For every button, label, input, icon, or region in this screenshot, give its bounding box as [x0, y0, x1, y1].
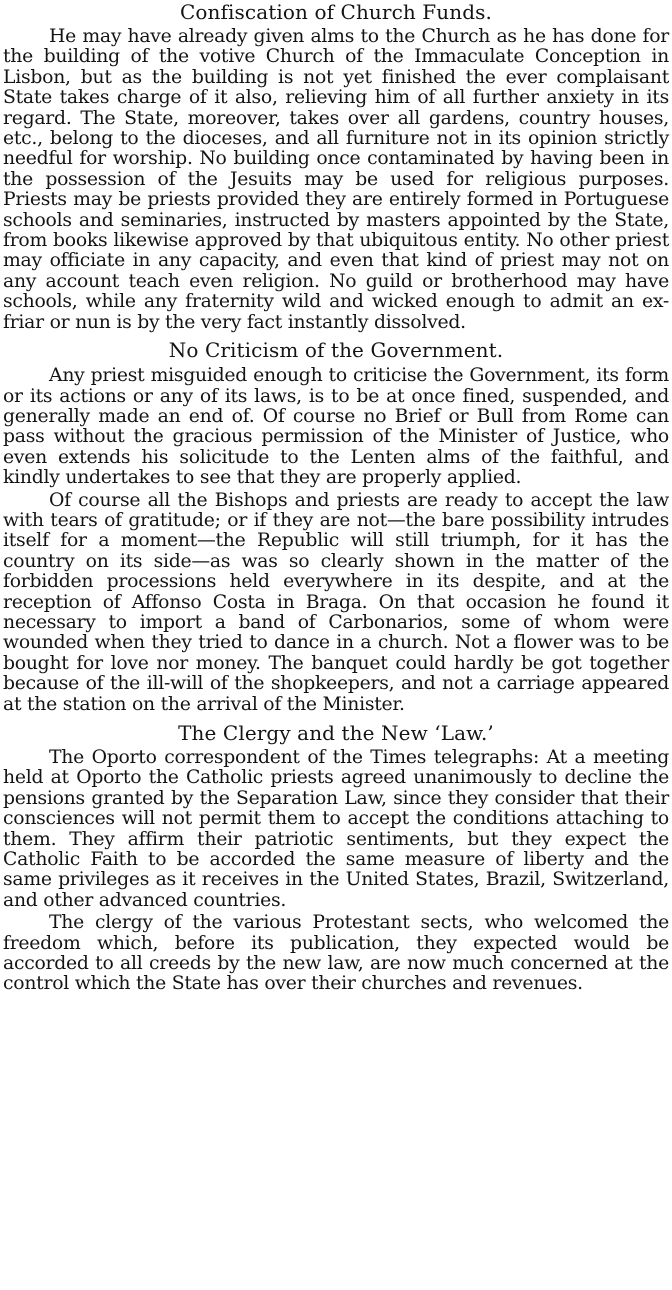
- paragraph: The clergy of the various Protestant sects, who welcomed the freedom which, before its publication, they expected would be accorded to all creeds by the new law, are now much concerned at the control which the State has over their churches and revenues.: [3, 912, 669, 995]
- section-heading: No Criticism of the Government.: [168, 338, 504, 363]
- section-confiscation: [3, 0, 669, 333]
- paragraph: He may have already given alms to the Church as he has done for the building of the votive Church of the Immaculate Conception in Lisbon, but as the building is not yet finished the ever complaisant State takes charge of it also, relieving him of all further anxiety in its regard. The State, moreover, takes over all gardens, country houses, etc., belong to the dioceses, and all furniture not in its opinion strictly needful for worship. No building once contaminated by having been in the possession of the Jesuits may be used for religious purposes. Priests may be priests provided they are entirely formed in Portuguese schools and seminaries, instructed by masters appointed by the State, from books likewise approved by that ubiquitous entity. No other priest may officiate in any capacity, and even that kind of priest may not on any account teach even religion. No guild or brotherhood may have schools, while any fraternity wild and wicked enough to admit an ex-friar or nun is by the very fact instantly dissolved.: [3, 26, 669, 333]
- section-heading: Confiscation of Church Funds.: [180, 0, 492, 24]
- section-no-criticism: [3, 338, 669, 715]
- section-clergy-new-law: [3, 721, 669, 995]
- paragraph: Any priest misguided enough to criticise the Government, its form or its actions or any of its laws, is to be at once fined, suspended, and generally made an end of. Of course no Brief or Bull from Rome can pass without the gracious permission of the Minister of Justice, who even extends his solicitude to the Lenten alms of the faithful, and kindly undertakes to see that they are properly applied.: [3, 365, 669, 489]
- paragraph: The Oporto correspondent of the Times telegraphs: At a meeting held at Oporto the Catholic priests agreed unanimously to decline the pensions granted by the Separation Law, since they consider that their consciences will not permit them to accept the conditions attaching to them. They affirm their patriotic sentiments, but they expect the Catholic Faith to be accorded the same measure of liberty and the same privileges as it receives in the United States, Brazil, Switzerland, and other advanced countries.: [3, 747, 669, 911]
- paragraph: Of course all the Bishops and priests are ready to accept the law with tears of gratitude; or if they are not—the bare possibility intrudes itself for a moment—the Republic will still triumph, for it has the country on its side—as was so clearly shown in the matter of the forbidden processions held everywhere in its despite, and at the reception of Affonso Costa in Braga. On that occasion he found it necessary to import a band of Carbonarios, some of whom were wounded when they tried to dance in a church. Not a flower was to be bought for love nor money. The banquet could hardly be got together because of the ill-will of the shopkeepers, and not a carriage appeared at the station on the arrival of the Minister.: [3, 489, 669, 715]
- section-heading: The Clergy and the New ‘Law.’: [178, 721, 494, 745]
